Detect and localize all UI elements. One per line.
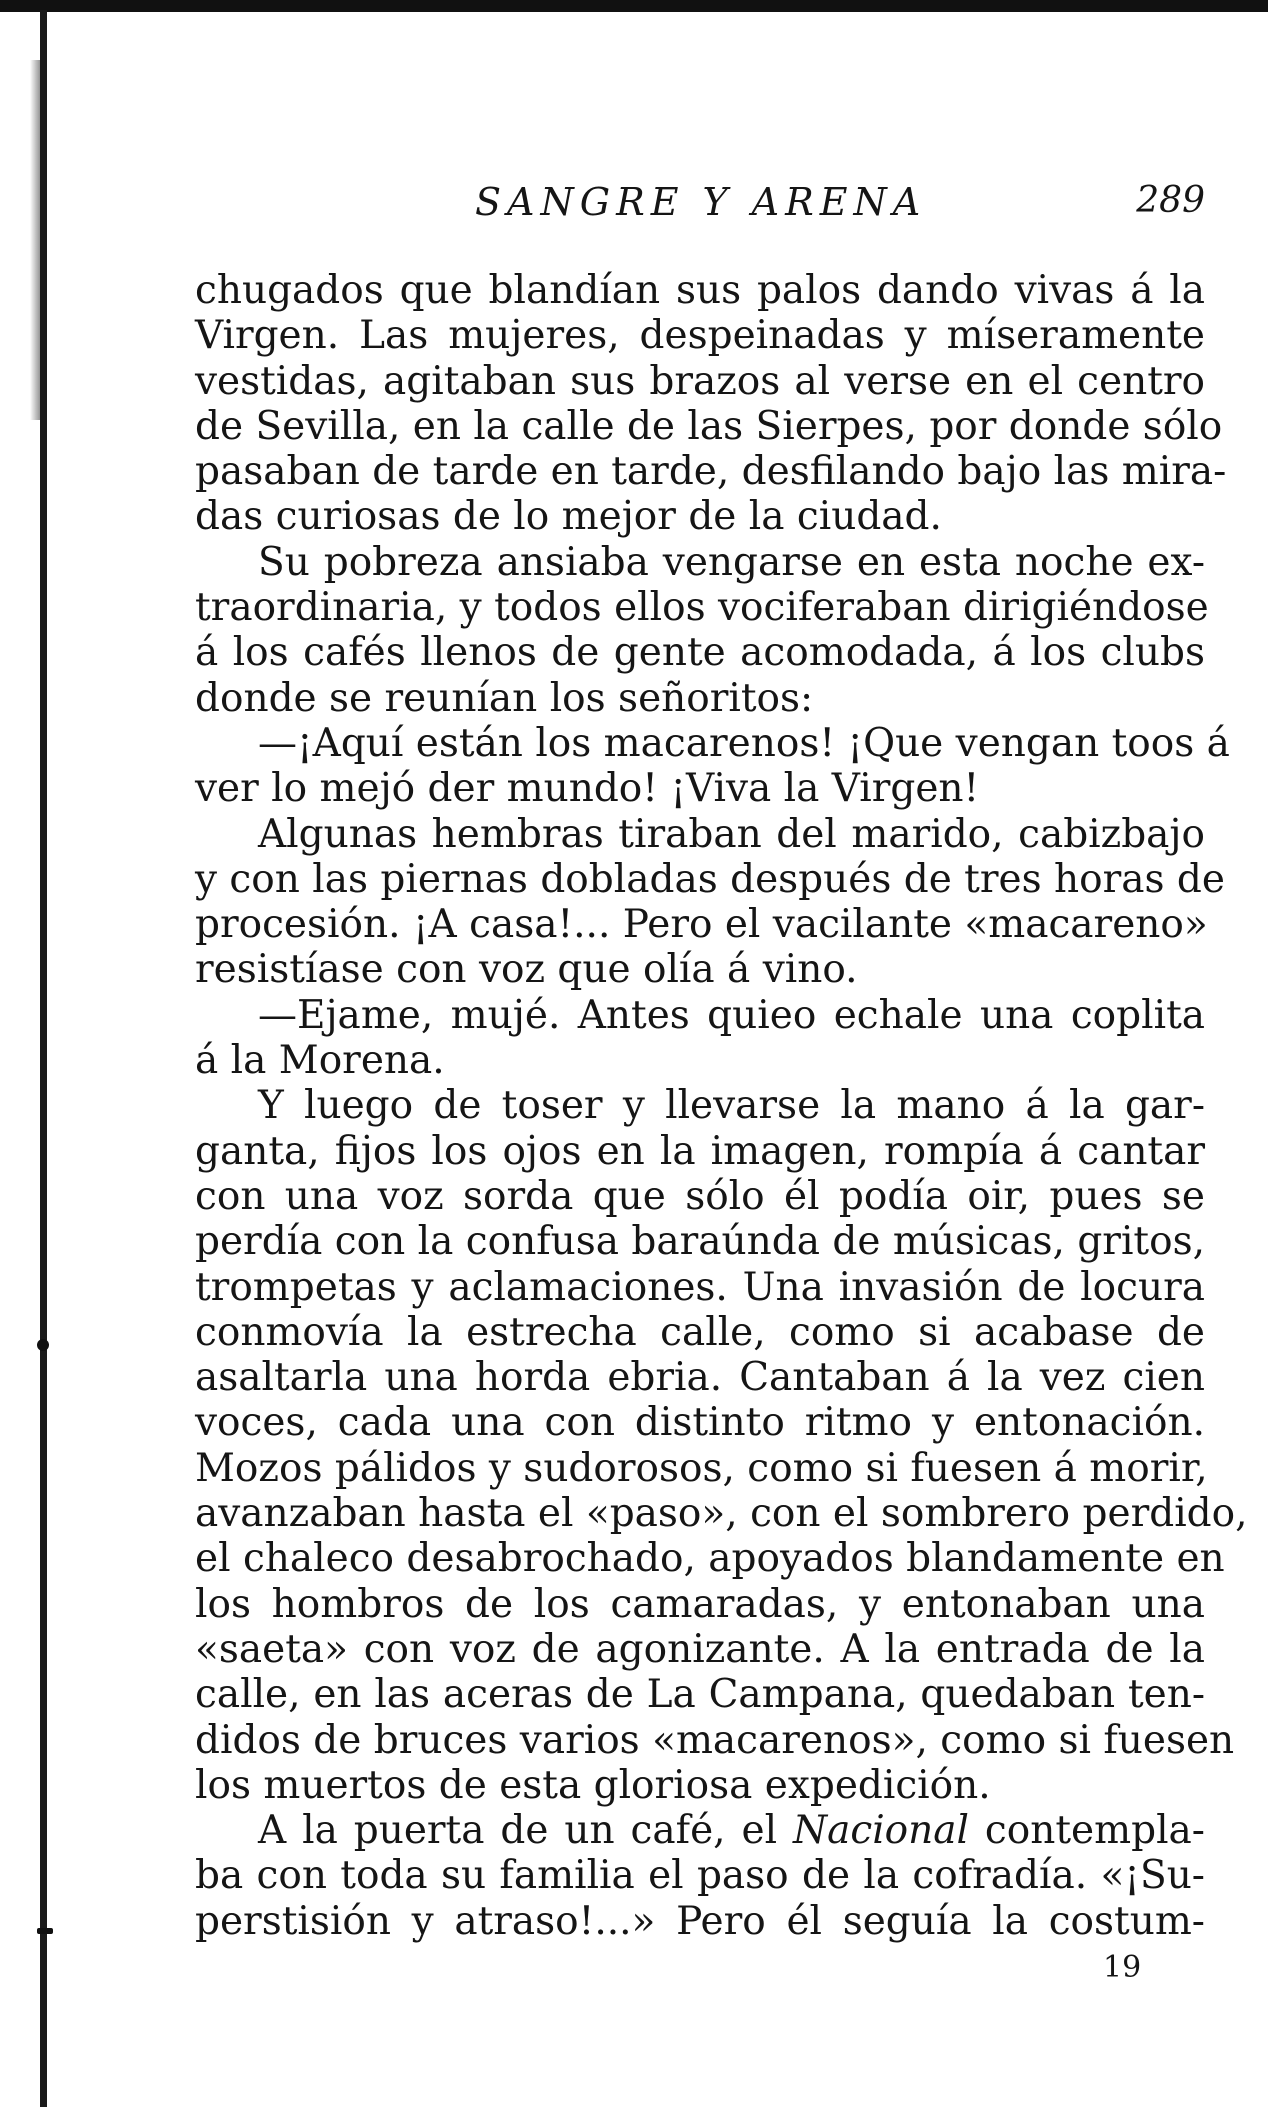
text-line: calle, en las aceras de La Campana, quedaban ten- — [195, 1672, 1205, 1718]
text-line: trompetas y aclamaciones. Una invasión de locura — [195, 1264, 1205, 1310]
top-border-rule — [0, 0, 1268, 12]
text-line: vestidas, agitaban sus brazos al verse en el centro — [195, 358, 1205, 404]
text-line: los muertos de esta gloriosa expedición. — [195, 1762, 991, 1808]
text-line: «saeta» con voz de agonizante. A la entrada de la — [195, 1626, 1205, 1672]
text-line: das curiosas de lo mejor de la ciudad. — [195, 494, 942, 540]
text-line: pasaban de tarde en tarde, desfilando bajo las mira- — [195, 449, 1227, 495]
text-line: traordinaria, y todos ellos vociferaban dirigiéndose — [195, 585, 1209, 631]
text-line: perstisión y atraso!...» Pero él seguía la costum- — [195, 1898, 1205, 1944]
text-line: donde se reunían los señoritos: — [195, 675, 814, 721]
text-line: asaltarla una horda ebria. Cantaban á la vez cien — [195, 1355, 1205, 1401]
text-line: voces, cada una con distinto ritmo y entonación. — [195, 1400, 1205, 1446]
signature-mark: 19 — [1103, 1950, 1142, 1985]
body-text — [195, 268, 1248, 1944]
text-line: Y luego de toser y llevarse la mano á la gar- — [258, 1083, 1205, 1129]
text-line: Mozos pálidos y sudorosos, como si fuesen á morir, — [195, 1445, 1208, 1491]
text-line: chugados que blandían sus palos dando vivas á la — [195, 268, 1205, 313]
text-line: los hombros de los camaradas, y entonaban una — [195, 1581, 1205, 1627]
text-line: de Sevilla, en la calle de las Sierpes, por donde sólo — [195, 403, 1223, 449]
text-line: el chaleco desabrochado, apoyados blandamente en — [195, 1536, 1225, 1582]
text-line: con una voz sorda que sólo él podía oir, pues se — [195, 1173, 1205, 1219]
text-line: perdía con la confusa baraúnda de músicas, gritos, — [195, 1219, 1205, 1265]
edge-mark — [37, 1928, 53, 1934]
text-line: A la puerta de un café, el Nacional contempla- — [258, 1808, 1205, 1854]
text-line: procesión. ¡A casa!... Pero el vacilante «macareno» — [195, 902, 1208, 948]
text-line: ba con toda su familia el paso de la cofradía. «¡Su- — [195, 1853, 1205, 1899]
running-head — [195, 180, 1205, 230]
text-line: ganta, fijos los ojos en la imagen, rompía á cantar — [195, 1128, 1205, 1174]
text-line: resistíase con voz que olía á vino. — [195, 947, 858, 993]
text-line: Virgen. Las mujeres, despeinadas y míseramente — [195, 313, 1205, 359]
text-line: —¡Aquí están los macarenos! ¡Que vengan toos á — [258, 720, 1230, 766]
text-line: y con las piernas dobladas después de tres horas de — [195, 856, 1225, 902]
page-number: 289 — [1136, 180, 1205, 221]
edge-mark — [37, 1339, 49, 1351]
text-line: didos de bruces varios «macarenos», como si fuesen — [195, 1717, 1235, 1763]
text-line: ver lo mejó der mundo! ¡Viva la Virgen! — [195, 766, 980, 812]
text-line: —Ejame, mujé. Antes quieo echale una coplita — [258, 992, 1205, 1038]
running-title: SANGRE Y ARENA — [475, 180, 927, 224]
text-line: á la Morena. — [195, 1038, 445, 1084]
text-line: Algunas hembras tiraban del marido, cabizbajo — [258, 811, 1205, 857]
italic-name: Nacional — [792, 1808, 969, 1854]
text-line: Su pobreza ansiaba vengarse en esta noche ex- — [258, 539, 1205, 585]
text-line: avanzaban hasta el «paso», con el sombrero perdido, — [195, 1491, 1248, 1537]
text-line: á los cafés llenos de gente acomodada, á los clubs — [195, 630, 1205, 676]
text-line: conmovía la estrecha calle, como si acabase de — [195, 1309, 1205, 1355]
left-page-edge — [40, 10, 47, 2107]
